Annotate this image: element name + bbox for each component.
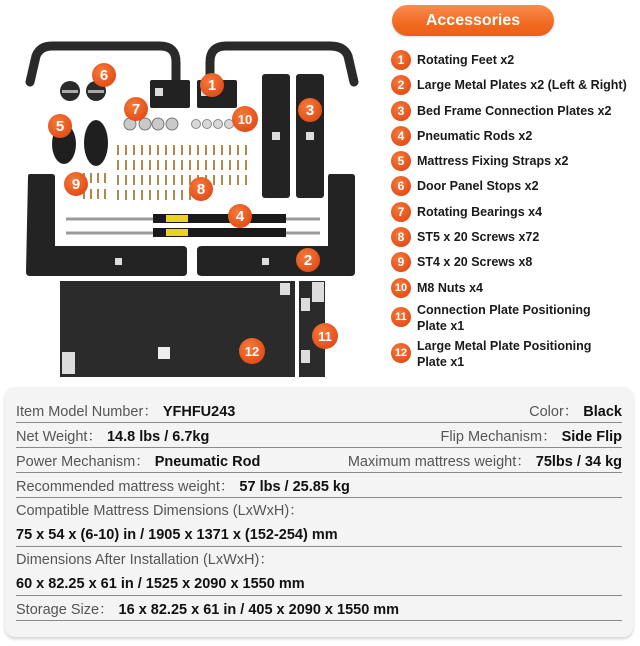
item-number-badge: 11 [391, 307, 411, 327]
spec-label: Net Weight [16, 429, 88, 445]
item-label: Pneumatic Rods x2 [417, 128, 533, 143]
spec-flip [441, 425, 622, 446]
item-number-badge: 9 [391, 252, 411, 272]
separator: ： [259, 552, 274, 568]
item-number-badge: 8 [391, 227, 411, 247]
spec-label: Recommended mattress weight [16, 479, 220, 495]
accessories-list [391, 50, 640, 376]
item-label: M8 Nuts x4 [417, 280, 483, 295]
accessory-item [391, 75, 640, 95]
spec-value: Pneumatic Rod [154, 454, 261, 470]
item-label: Rotating Bearings x4 [417, 204, 543, 219]
accessory-item [391, 252, 640, 272]
spec-value: 60 x 82.25 x 61 in / 1525 x 2090 x 1550 mm [16, 576, 305, 592]
spec-row [16, 424, 622, 448]
spec-color [529, 400, 622, 421]
separator: ： [99, 602, 114, 618]
item-label: Rotating Feet x2 [417, 53, 515, 67]
callout-4: 4 [228, 204, 252, 228]
screws-st5 [118, 145, 246, 200]
large-plate-left [26, 174, 187, 276]
spec-label: Compatible Mattress Dimensions (LxWxH) [16, 503, 290, 519]
spec-power [16, 450, 260, 471]
spec-row [16, 474, 622, 498]
spec-value: 16 x 82.25 x 61 in / 405 x 2090 x 1550 mm [118, 602, 400, 618]
spec-row [16, 499, 622, 547]
spec-value: 14.8 lbs / 6.7kg [106, 429, 210, 445]
spec-row [16, 449, 622, 473]
accessory-item [391, 202, 640, 222]
item-number-badge: 6 [391, 176, 411, 196]
spec-label: Storage Size [16, 602, 100, 618]
item-label: Door Panel Stops x2 [417, 179, 539, 194]
item-number-badge: 5 [391, 151, 411, 171]
separator: ： [143, 404, 158, 420]
callout-8: 8 [189, 177, 213, 201]
separator: ： [135, 454, 150, 470]
spec-row [16, 548, 622, 596]
callout-3: 3 [298, 98, 322, 122]
separator: ： [289, 503, 304, 519]
separator: ： [516, 454, 531, 470]
large-positioning-plate [60, 281, 295, 377]
callout-9: 9 [64, 172, 88, 196]
specifications-panel [5, 387, 633, 637]
item-number-badge: 4 [391, 126, 411, 146]
spec-label: Power Mechanism [16, 454, 136, 470]
item-number-badge: 10 [391, 278, 411, 298]
item-label: Mattress Fixing Straps x2 [417, 154, 569, 169]
spec-max-weight [348, 450, 622, 471]
spec-value: Side Flip [561, 429, 622, 445]
item-number-badge: 7 [391, 202, 411, 222]
separator: ： [563, 404, 579, 420]
item-number-badge: 3 [391, 101, 411, 121]
callout-10: 10 [232, 106, 258, 132]
spec-value: 75 x 54 x (6-10) in / 1905 x 1371 x (152-254) mm [16, 527, 338, 543]
accessory-item [391, 227, 640, 247]
spec-compat-label-line [16, 499, 622, 523]
spec-row [16, 597, 622, 621]
accessory-item [391, 151, 640, 171]
accessory-item [391, 339, 640, 370]
callout-12: 12 [239, 338, 265, 364]
item-number-badge: 12 [391, 343, 411, 363]
item-number-badge: 1 [391, 50, 411, 70]
spec-row [16, 399, 622, 423]
item-label: Connection Plate Positioning Plate x1 [417, 302, 591, 333]
callout-6: 6 [92, 63, 116, 87]
separator: ： [542, 429, 557, 445]
spec-label: Dimensions After Installation (LxWxH) [16, 552, 260, 568]
item-number-badge: 2 [391, 75, 411, 95]
spec-net-weight [16, 425, 209, 446]
spec-label: Color [529, 404, 564, 420]
accessory-item [391, 50, 640, 70]
callout-5: 5 [48, 114, 72, 138]
spec-storage [16, 598, 399, 619]
item-label: ST4 x 20 Screws x8 [417, 255, 533, 270]
item-label: Large Metal Plates x2 (Left & Right) [417, 78, 627, 93]
callout-11: 11 [312, 323, 338, 349]
callout-7: 7 [124, 97, 148, 121]
spec-label: Item Model Number [16, 404, 144, 420]
spec-value: YFHFU243 [162, 404, 236, 420]
spec-label: Maximum mattress weight [347, 454, 517, 470]
spec-rec-weight [16, 475, 350, 496]
spec-label: Flip Mechanism [440, 429, 543, 445]
callout-1: 1 [200, 73, 224, 97]
callout-2: 2 [296, 248, 320, 272]
accessory-item [391, 278, 640, 298]
accessory-item [391, 176, 640, 196]
spec-value: Black [583, 404, 622, 420]
item-label: Bed Frame Connection Plates x2 [417, 103, 612, 118]
spec-model [16, 400, 235, 421]
accessory-item [391, 303, 640, 334]
product-parts-illustration [0, 0, 380, 382]
accessory-item [391, 126, 640, 146]
spec-value: 57 lbs / 25.85 kg [239, 479, 350, 495]
accessory-item [391, 101, 640, 121]
nuts [192, 120, 234, 129]
spec-value: 75lbs / 34 kg [535, 454, 622, 470]
item-label: ST5 x 20 Screws x72 [417, 230, 540, 245]
spec-installed-label-line [16, 548, 622, 572]
separator: ： [219, 479, 235, 495]
pneumatic-rods [66, 214, 320, 237]
item-label: Large Metal Plate Positioning Plate x1 [417, 339, 592, 370]
strap-2 [84, 120, 108, 166]
separator: ： [87, 429, 102, 445]
accessories-title: Accessories [392, 5, 554, 36]
